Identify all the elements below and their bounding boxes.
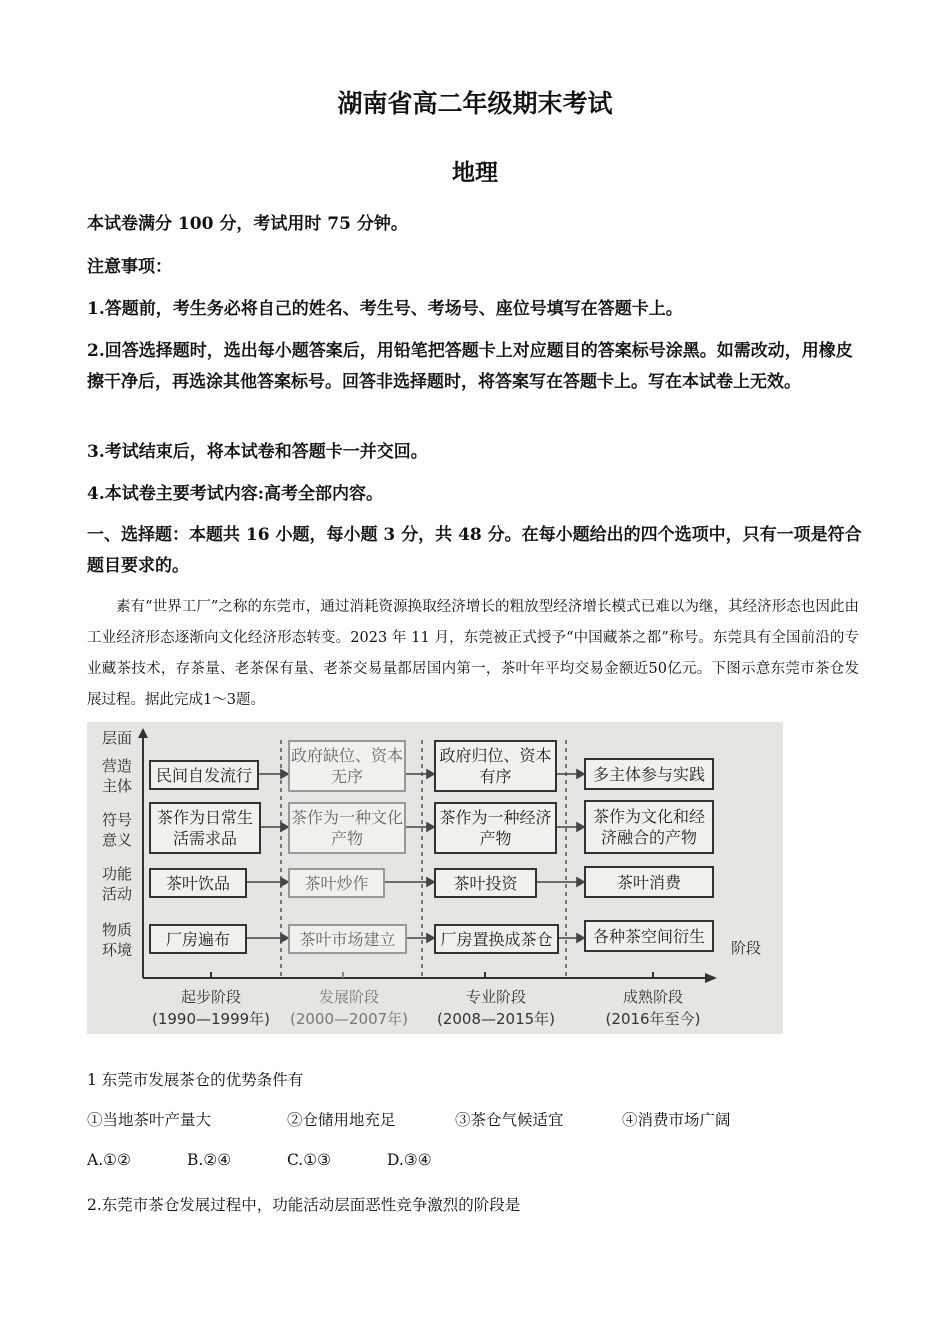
stage-2-years: (2000—2007年) <box>289 1010 409 1028</box>
q1-statement-4: ④消费市场广阔 <box>622 1111 731 1129</box>
notice-item-2: 2.回答选择题时，选出每小题答案后，用铅笔把答题卡上对应题目的答案标号涂黑。如需改动，用橡皮擦干净后，再选涂其他答案标号。回答非选择题时，将答案写在答题卡上。写在本试卷上无效。 <box>87 341 853 392</box>
cell-r1-c4: 多主体参与实践 <box>584 758 714 790</box>
cell-r3-c4: 茶叶消费 <box>584 866 714 898</box>
stage-1 <box>136 986 286 1030</box>
stage-3-name: 专业阶段 <box>465 988 526 1006</box>
cell-r3-c3: 茶叶投资 <box>434 868 537 898</box>
stage-4 <box>578 986 728 1030</box>
cell-r1-c1: 民间自发流行 <box>149 760 259 790</box>
stage-1-years: (1990—1999年) <box>151 1010 271 1028</box>
notice-item-1: 1.答题前，考生务必将自己的姓名、考生号、考场号、座位号填写在答题卡上。 <box>87 299 683 319</box>
cell-r4-c2: 茶叶市场建立 <box>288 924 407 954</box>
stage-2-name: 发展阶段 <box>318 988 379 1006</box>
cell-r2-c2: 茶作为一种文化产物 <box>288 802 406 854</box>
y-axis-arrow <box>138 728 148 738</box>
stage-3-years: (2008—2015年) <box>436 1010 556 1028</box>
row-label-2: 符号意义 <box>101 811 132 849</box>
q1-option-c: C.①③ <box>287 1151 332 1169</box>
subject-title: 地理 <box>452 159 498 186</box>
notice-item-3: 3.考试结束后，将本试卷和答题卡一并交回。 <box>87 442 428 462</box>
exam-title: 湖南省高二年级期末考试 <box>337 89 613 118</box>
cell-r4-c4: 各种茶空间衍生 <box>584 920 714 952</box>
passage-text: 素有“世界工厂”之称的东莞市，通过消耗资源换取经济增长的粗放型经济增长模式已难以为继，其经济形态也因此由工业经济形态逐渐向文化经济形态转变。2023 年 11 月，东莞被正式授予“中国藏茶之都”称号。东莞具有全国前沿的专业藏茶技术，存茶量、老茶保有量、老茶交易量都居国内第一，茶叶年平均交易金额近50亿元。下图示意东莞市茶仓发展过程。据此完成1～3题。 <box>87 599 859 708</box>
score-line: 本试卷满分 100 分，考试用时 75 分钟。 <box>87 214 408 234</box>
q2-stem: 2.东莞市茶仓发展过程中，功能活动层面恶性竞争激烈的阶段是 <box>87 1196 521 1214</box>
cell-r2-c1: 茶作为日常生活需求品 <box>149 802 261 854</box>
y-axis-title: 层面 <box>101 729 132 747</box>
cell-r4-c3: 厂房置换成茶仓 <box>434 924 559 954</box>
q1-statement-3: ③茶仓气候适宜 <box>455 1111 564 1129</box>
section-heading: 一、选择题：本题共 16 小题，每小题 3 分，共 48 分。在每小题给出的四个选项中，只有一项是符合题目要求的。 <box>87 525 862 576</box>
q1-option-a: A.①② <box>87 1151 131 1169</box>
tea-warehouse-diagram <box>87 722 783 1034</box>
row-label-4: 物质环境 <box>101 921 132 959</box>
notice-item-4: 4.本试卷主要考试内容:高考全部内容。 <box>87 484 384 504</box>
cell-r2-c3: 茶作为一种经济产物 <box>434 802 557 854</box>
cell-r1-c3: 政府归位、资本有序 <box>434 740 557 792</box>
stage-4-years: (2016年至今) <box>605 1010 701 1028</box>
cell-r2-c4: 茶作为文化和经济融合的产物 <box>584 800 714 854</box>
row-label-3: 功能活动 <box>101 865 132 903</box>
cell-r1-c2: 政府缺位、资本无序 <box>288 740 406 792</box>
cell-r3-c2: 茶叶炒作 <box>288 868 385 898</box>
cell-r4-c1: 厂房遍布 <box>149 924 247 954</box>
q1-stem: 1 东莞市发展茶仓的优势条件有 <box>87 1071 304 1089</box>
stage-3 <box>421 986 571 1030</box>
passage <box>87 592 859 716</box>
notice-title: 注意事项： <box>87 257 172 277</box>
q1-option-d: D.③④ <box>387 1151 432 1169</box>
x-axis-title: 阶段 <box>730 939 761 957</box>
stage-1-name: 起步阶段 <box>180 988 241 1006</box>
cell-r3-c1: 茶叶饮品 <box>149 868 247 898</box>
q1-statement-2: ②仓储用地充足 <box>287 1111 396 1129</box>
row-label-1: 营造主体 <box>101 757 132 795</box>
x-axis-arrow <box>705 973 717 983</box>
stage-4-name: 成熟阶段 <box>622 988 683 1006</box>
q1-statement-1: ①当地茶叶产量大 <box>87 1111 212 1129</box>
q1-option-b: B.②④ <box>187 1151 232 1169</box>
stage-2 <box>274 986 424 1030</box>
